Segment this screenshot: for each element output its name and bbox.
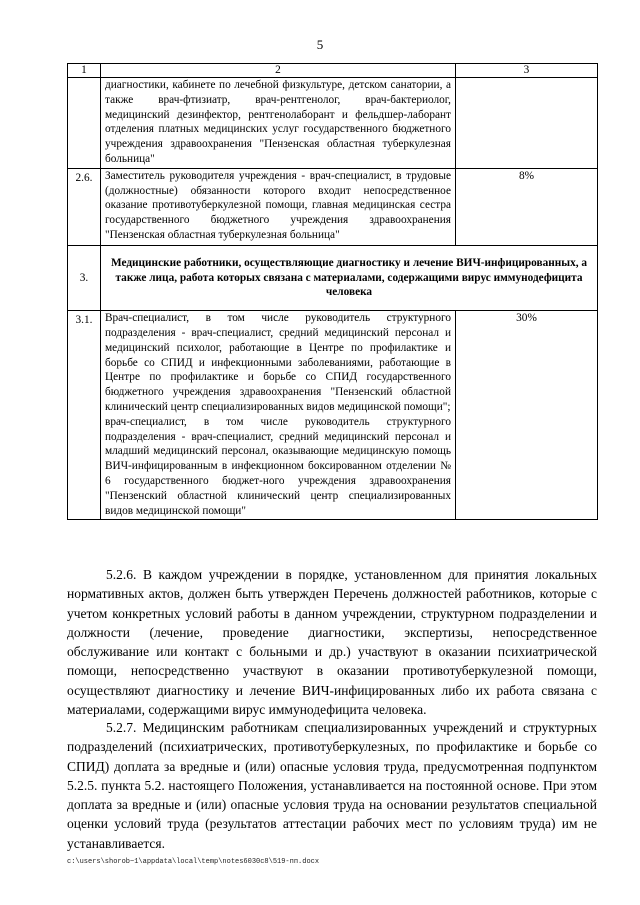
row-text: диагностики, кабинете по лечебной физкультуре, детском санатории, а также врач-фтизиатр, врач-рентгенолог, врач-бактериолог, медицинский дезинфектор, рентгенолаборант и фельдшер-лаборант отделения платных медицинских услуг государственного бюджетного учреждения здравоохранения "Пензенская областная туберкулезная больница" [101,78,456,169]
section-number: 3. [68,245,101,310]
page-number: 5 [316,37,324,52]
footer-file-path: c:\users\shorob~1\appdata\local\temp\notes6030c8\519-пп.docx [67,858,320,866]
paragraph-5-2-7: 5.2.7. Медицинским работникам специализированных учреждений и структурных подразделений (психиатрических, противотуберкулезных, по профилактике и борьбе со СПИД) доплата за вредные и (или) опасные условия труда, предусмотренная подпунктом 5.2.5. пункта 5.2. настоящего Положения, устанавливается на постоянной основе. При этом доплата за вредные и (или) опасные условия труда на основании результатов специальной оценки условий труда (результатов аттестации рабочих мест по условиям труда) им не устанавливается. [67,720,597,851]
paragraph-5-2-6: 5.2.6. В каждом учреждении в порядке, установленном для принятия локальных нормативных актов, должен быть утвержден Перечень должностей работников, которые с учетом конкретных условий работы в данном учреждении, структурном подразделении и должности (лечение, проведение диагностики, экспертизы, непосредственное обслуживание или контакт с больными и др.) участвуют в оказании психиатрической помощи, непосредственно участвуют в оказании противотуберкулезной помощи, осуществляют диагностику и лечение ВИЧ-инфицированных либо их работа связана с материалами, содержащими вирус иммунодефицита человека. [67,567,597,718]
row-value [456,78,598,169]
row-text [101,311,456,520]
row-text-part-b: врач-специалист, в том числе руководитель структурного подразделения - врач-специалист, средний медицинский персонал и младший медицинский персонал, оказывающие медицинскую помощь ВИЧ-инфицированным в инфекционном боксированном отделении № 6 государственного бюджет-ного учреждения здравоохранения "Пензенский областной клинический центр специализированных видов медицинской помощи" [105,415,451,517]
column-header-1: 1 [68,64,101,78]
column-header-3: 3 [456,64,598,78]
row-number [68,78,101,169]
section-title: Медицинские работники, осуществляющие диагностику и лечение ВИЧ-инфицированных, а также лица, работа которых связана с материалами, содержащими вирус иммунодефицита человека [101,245,598,310]
row-text-part-a: Врач-специалист, в том числе руководитель структурного подразделения - врач-специалист, средний медицинский персонал и медицинский психолог, работающие в Центре по профилактике и борьбе со СПИД и инфекционными заболеваниями, работающие в Центре по профилактике и борьбе со СПИД государственного бюджетного учреждения здравоохранения "Пензенский областной клинический центр специализированных видов медицинской помощи"; [105,312,451,413]
row-value: 8% [456,168,598,245]
row-number: 2.6. [68,168,101,245]
row-number: 3.1. [68,311,101,520]
table-header-row [68,64,598,78]
column-header-2: 2 [101,64,456,78]
document-table [67,63,598,520]
section-row [68,245,598,310]
row-value: 30% [456,311,598,520]
table-row [68,78,598,169]
table-row [68,311,598,520]
table-row [68,168,598,245]
row-text: Заместитель руководителя учреждения - врач-специалист, в трудовые (должностные) обязанности которого входит непосредственное оказание противотуберкулезной помощи, главная медицинская сестра государственного бюджетного учреждения здравоохранения "Пензенская областная туберкулезная больница" [101,168,456,245]
